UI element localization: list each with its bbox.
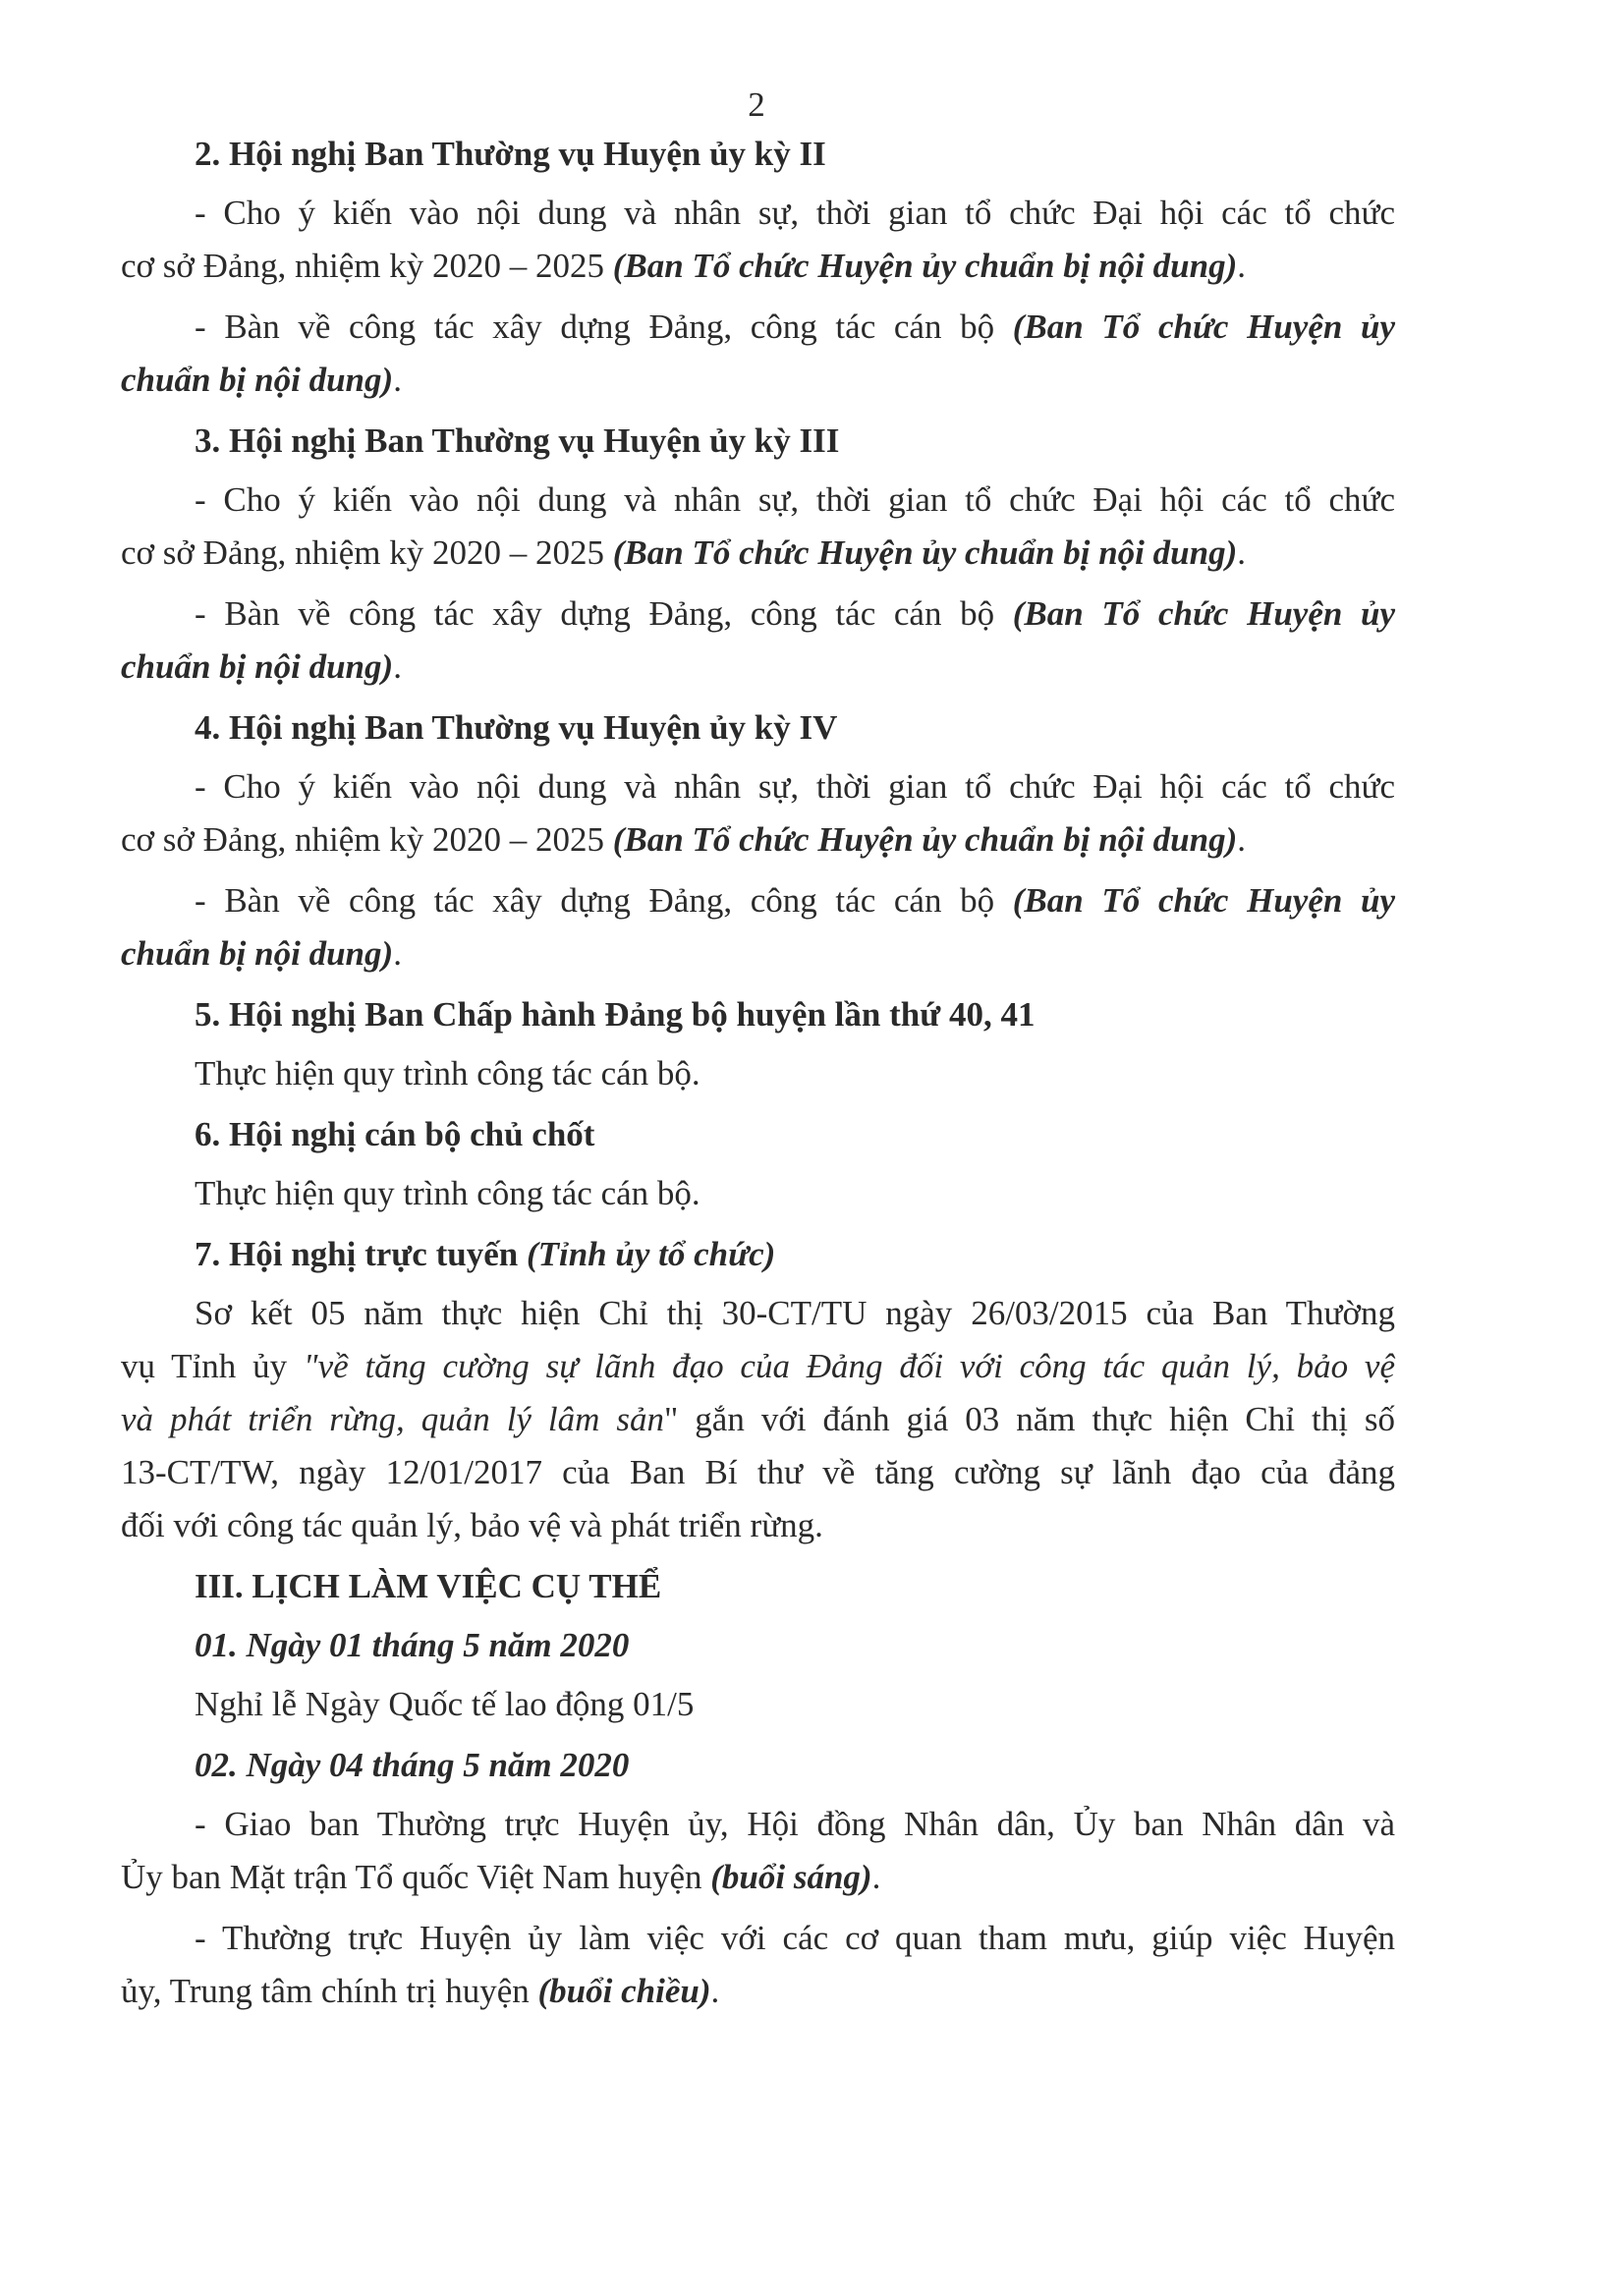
text-run: "về tăng cường sự lãnh đạo của Đảng đối với công tác quản lý, bảo vệ	[303, 1347, 1395, 1385]
paragraph-line	[121, 1851, 1395, 1904]
text-run: Sơ kết 05 năm thực hiện Chỉ thị 30-CT/TU ngày 26/03/2015 của Ban Thường	[195, 1294, 1395, 1332]
section-heading: 3. Hội nghị Ban Thường vụ Huyện ủy kỳ III	[195, 421, 840, 460]
paragraph-line	[195, 760, 1395, 813]
text-run: .	[393, 934, 402, 973]
text-run: (Ban Tổ chức Huyện ủy	[1012, 594, 1395, 633]
paragraph-line	[121, 927, 1395, 980]
section-heading	[195, 1619, 629, 1672]
text-run: chuẩn bị nội dung)	[121, 934, 394, 973]
text-run: ủy, Trung tâm chính trị huyện	[121, 1972, 538, 2010]
paragraph-line	[121, 354, 1395, 407]
text-run: (buổi sáng)	[710, 1858, 872, 1896]
paragraph-line	[121, 641, 1395, 694]
text-run: - Bàn về công tác xây dựng Đảng, công tác cán bộ	[195, 308, 1013, 346]
text-run: vụ Tỉnh ủy	[121, 1347, 304, 1385]
text-run: Thực hiện quy trình công tác cán bộ.	[195, 1174, 700, 1212]
text-run: .	[1237, 820, 1246, 859]
text-run: cơ sở Đảng, nhiệm kỳ 2020 – 2025	[121, 247, 613, 285]
paragraph-line	[195, 301, 1395, 354]
section-heading: 6. Hội nghị cán bộ chủ chốt	[195, 1115, 595, 1153]
text-run: .	[1237, 247, 1246, 285]
text-run: .	[393, 361, 402, 399]
paragraph-line	[121, 813, 1395, 867]
section-heading: III. LỊCH LÀM VIỆC CỤ THỂ	[195, 1567, 662, 1605]
paragraph-line	[195, 1047, 1395, 1100]
text-run: .	[710, 1972, 720, 2010]
paragraph-line	[195, 1678, 1395, 1731]
paragraph-line	[121, 1965, 1395, 2018]
text-run: 13-CT/TW, ngày 12/01/2017 của Ban Bí thư về tăng cường sự lãnh đạo của đảng	[121, 1453, 1395, 1491]
paragraph-line	[195, 1167, 1395, 1220]
text-run: Ủy ban Mặt trận Tổ quốc Việt Nam huyện	[121, 1858, 711, 1896]
text-run: - Cho ý kiến vào nội dung và nhân sự, thời gian tổ chức Đại hội các tổ chức	[195, 480, 1395, 519]
text-run: - Cho ý kiến vào nội dung và nhân sự, thời gian tổ chức Đại hội các tổ chức	[195, 767, 1395, 806]
text-run: chuẩn bị nội dung)	[121, 361, 394, 399]
paragraph-line	[195, 1798, 1395, 1851]
paragraph-line	[121, 1340, 1395, 1393]
text-run: Nghỉ lễ Ngày Quốc tế lao động 01/5	[195, 1685, 695, 1723]
text-run: (buổi chiều)	[537, 1972, 711, 2010]
section-heading: 4. Hội nghị Ban Thường vụ Huyện ủy kỳ IV	[195, 708, 838, 747]
text-run: và phát triển rừng, quản lý lâm sản	[121, 1400, 665, 1438]
text-run: (Ban Tổ chức Huyện ủy	[1012, 308, 1395, 346]
heading-text: 01. Ngày 01 tháng 5 năm 2020	[195, 1626, 630, 1664]
page-number: 2	[748, 85, 765, 124]
paragraph-line	[195, 1287, 1395, 1340]
text-run: - Giao ban Thường trực Huyện ủy, Hội đồng Nhân dân, Ủy ban Nhân dân và	[195, 1805, 1395, 1843]
paragraph-line	[121, 1446, 1395, 1499]
paragraph-line	[195, 874, 1395, 927]
paragraph-line	[195, 474, 1395, 527]
heading-text: 02. Ngày 04 tháng 5 năm 2020	[195, 1746, 630, 1784]
text-run: (Ban Tổ chức Huyện ủy chuẩn bị nội dung)	[612, 820, 1238, 859]
text-run: đối với công tác quản lý, bảo vệ và phát triển rừng.	[121, 1506, 823, 1544]
text-run: chuẩn bị nội dung)	[121, 647, 394, 686]
text-run: cơ sở Đảng, nhiệm kỳ 2020 – 2025	[121, 533, 613, 572]
text-run: (Ban Tổ chức Huyện ủy	[1012, 881, 1395, 920]
text-run: " gắn với đánh giá 03 năm thực hiện Chỉ thị số	[664, 1400, 1396, 1438]
paragraph-line	[121, 527, 1395, 580]
text-run: Thực hiện quy trình công tác cán bộ.	[195, 1054, 700, 1092]
text-run: .	[871, 1858, 881, 1896]
section-heading: 5. Hội nghị Ban Chấp hành Đảng bộ huyện lần thứ 40, 41	[195, 995, 1036, 1034]
text-run: .	[393, 647, 402, 686]
paragraph-line	[195, 588, 1395, 641]
paragraph-line	[195, 187, 1395, 240]
paragraph-line	[121, 240, 1395, 293]
text-run: cơ sở Đảng, nhiệm kỳ 2020 – 2025	[121, 820, 613, 859]
text-run: (Ban Tổ chức Huyện ủy chuẩn bị nội dung)	[612, 247, 1238, 285]
heading-text: 7. Hội nghị trực tuyến	[195, 1235, 527, 1273]
section-heading: 2. Hội nghị Ban Thường vụ Huyện ủy kỳ II	[195, 135, 826, 173]
text-run: .	[1237, 533, 1246, 572]
text-run: (Ban Tổ chức Huyện ủy chuẩn bị nội dung)	[612, 533, 1238, 572]
text-run: - Bàn về công tác xây dựng Đảng, công tác cán bộ	[195, 594, 1013, 633]
paragraph-line	[195, 1912, 1395, 1965]
paragraph-line	[121, 1499, 1395, 1552]
text-run: - Cho ý kiến vào nội dung và nhân sự, thời gian tổ chức Đại hội các tổ chức	[195, 194, 1395, 232]
section-heading	[195, 1228, 775, 1281]
section-heading	[195, 1739, 629, 1792]
text-run: - Thường trực Huyện ủy làm việc với các cơ quan tham mưu, giúp việc Huyện	[195, 1919, 1395, 1957]
text-run: - Bàn về công tác xây dựng Đảng, công tác cán bộ	[195, 881, 1013, 920]
heading-text: (Tỉnh ủy tổ chức)	[526, 1235, 776, 1273]
paragraph-line	[121, 1393, 1395, 1446]
